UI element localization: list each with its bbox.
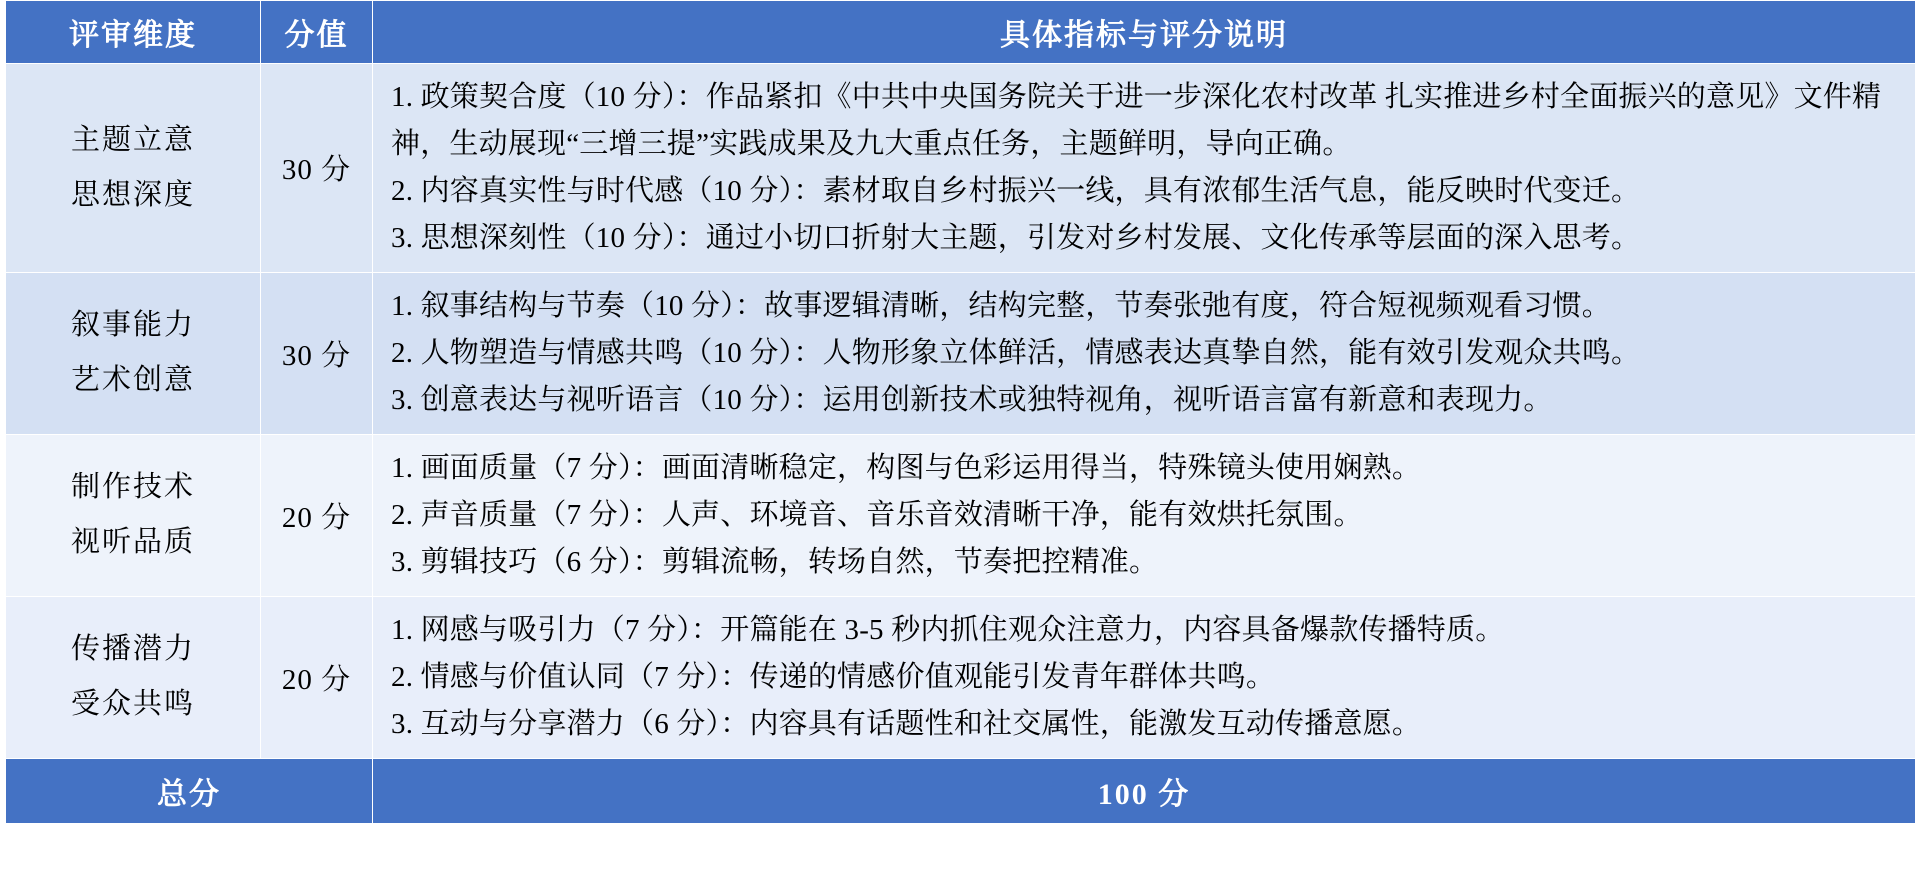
description-cell (373, 434, 1916, 596)
description-cell (373, 272, 1916, 434)
table-row (6, 434, 1916, 596)
criterion-item: 1. 画面质量（7 分）：画面清晰稳定，构图与色彩运用得当，特殊镜头使用娴熟。 (391, 451, 1422, 484)
description-cell (373, 596, 1916, 758)
table-header (6, 1, 1916, 64)
dimension-label-line1: 主题立意 (70, 123, 195, 156)
header-dimension: 评审维度 (6, 1, 261, 64)
total-value: 100 分 (373, 758, 1916, 823)
table-row (6, 272, 1916, 434)
criterion-item: 2. 人物塑造与情感共鸣（10 分）：人物形象立体鲜活，情感表达真挚自然，能有效引发观众共鸣。 (391, 336, 1641, 369)
total-label: 总分 (6, 758, 373, 823)
description-cell (373, 64, 1916, 273)
total-row (6, 758, 1916, 823)
dimension-label-line1: 传播潜力 (70, 633, 195, 666)
table-row (6, 64, 1916, 273)
table-row (6, 596, 1916, 758)
score-cell: 20 分 (261, 596, 373, 758)
table-footer (6, 758, 1916, 823)
criterion-item: 3. 思想深刻性（10 分）：通过小切口折射大主题，引发对乡村发展、文化传承等层面的深入思考。 (391, 221, 1641, 254)
criterion-item: 3. 互动与分享潜力（6 分）：内容具有话题性和社交属性，能激发互动传播意愿。 (391, 707, 1422, 740)
dimension-cell (6, 596, 261, 758)
criterion-item: 1. 叙事结构与节奏（10 分）：故事逻辑清晰，结构完整，节奏张弛有度，符合短视频观看习惯。 (391, 289, 1611, 322)
dimension-label-line2: 视听品质 (70, 526, 195, 559)
score-cell: 20 分 (261, 434, 373, 596)
header-description: 具体指标与评分说明 (373, 1, 1916, 64)
dimension-label-line1: 叙事能力 (70, 309, 195, 342)
criterion-item: 2. 情感与价值认同（7 分）：传递的情感价值观能引发青年群体共鸣。 (391, 660, 1276, 693)
score-cell: 30 分 (261, 64, 373, 273)
dimension-label-line2: 思想深度 (70, 178, 195, 211)
dimension-cell (6, 64, 261, 273)
dimension-cell (6, 272, 261, 434)
criterion-item: 1. 网感与吸引力（7 分）：开篇能在 3-5 秒内抓住观众注意力，内容具备爆款传播特质。 (391, 613, 1505, 646)
dimension-label-line1: 制作技术 (70, 471, 195, 504)
dimension-label-line2: 艺术创意 (70, 364, 195, 397)
criterion-item: 1. 政策契合度（10 分）：作品紧扣《中共中央国务院关于进一步深化农村改革 扎实推进乡村全面振兴的意见》文件精神，生动展现“三增三提”实践成果及九大重点任务，主题鲜明，导向正确。 (391, 81, 1882, 160)
score-cell: 30 分 (261, 272, 373, 434)
dimension-label-line2: 受众共鸣 (70, 688, 195, 721)
criterion-item: 3. 创意表达与视听语言（10 分）：运用创新技术或独特视角，视听语言富有新意和表现力。 (391, 383, 1553, 416)
dimension-cell (6, 434, 261, 596)
scoring-rubric-table (5, 0, 1916, 824)
header-score: 分值 (261, 1, 373, 64)
criterion-item: 2. 内容真实性与时代感（10 分）：素材取自乡村振兴一线，具有浓郁生活气息，能反映时代变迁。 (391, 174, 1641, 207)
table-body (6, 64, 1916, 759)
criterion-item: 3. 剪辑技巧（6 分）：剪辑流畅，转场自然，节奏把控精准。 (391, 545, 1159, 578)
criterion-item: 2. 声音质量（7 分）：人声、环境音、音乐音效清晰干净，能有效烘托氛围。 (391, 498, 1363, 531)
header-row (6, 1, 1916, 64)
